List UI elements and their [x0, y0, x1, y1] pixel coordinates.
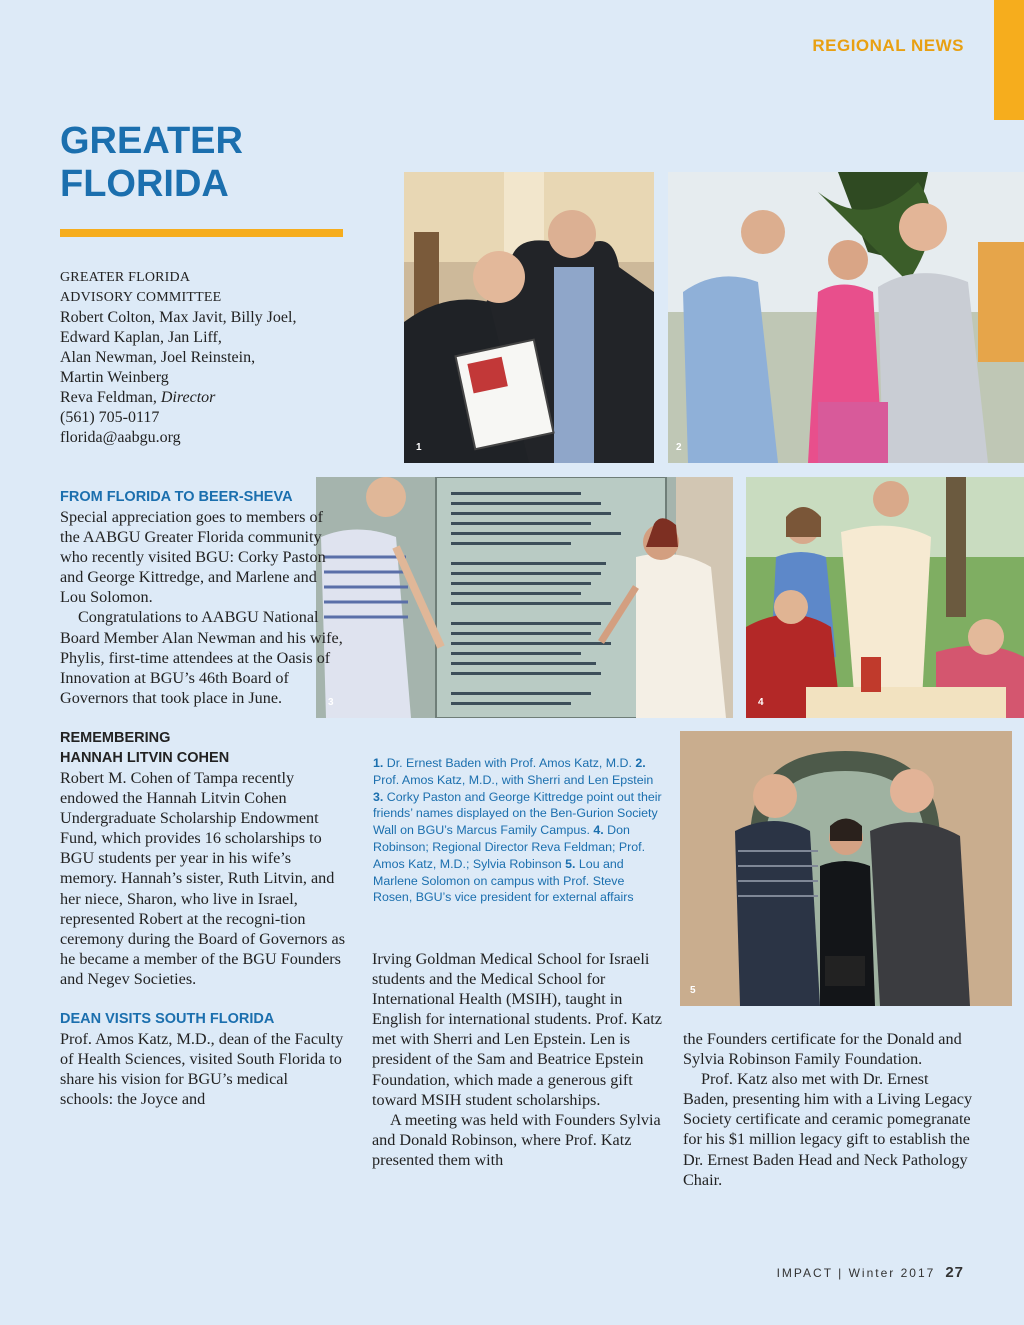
caption-number: 2. — [635, 756, 646, 770]
photo-number: 2 — [676, 442, 682, 453]
article-paragraph: Special appreciation goes to members of the AABGU Greater Florida community who recently visited BGU: Corky Paston and George Kittredge, and Marlene and Lou Solomon. — [60, 508, 326, 607]
advisory-committee — [60, 268, 350, 448]
caption-text: Dr. Ernest Baden with Prof. Amos Katz, M.D. — [383, 756, 636, 770]
committee-phone: (561) 705-0117 — [60, 409, 160, 426]
caption-text: Corky Paston and George Kittredge point out their friends’ names displayed on the Ben-Gurion Society Wall on BGU’s Marcus Family Campus. — [373, 789, 662, 838]
title-underline — [60, 229, 343, 237]
caption-number: 5. — [565, 856, 576, 871]
page-title-line1: GREATER — [60, 120, 243, 162]
article-headline: FROM FLORIDA TO BEER-SHEVA — [60, 489, 293, 505]
committee-heading: GREATER FLORIDA — [60, 270, 191, 285]
article-headline-line2: HANNAH LITVIN COHEN — [60, 749, 230, 766]
column-1 — [60, 487, 345, 1109]
caption-number: 4. — [593, 823, 604, 838]
article-headline: DEAN VISITS SOUTH FLORIDA — [60, 1010, 275, 1027]
section-tab — [994, 0, 1024, 120]
director-name: Reva Feldman, — [60, 389, 161, 406]
photo-baden-katz — [404, 172, 654, 463]
committee-line: Alan Newman, Joel Reinstein, — [60, 349, 256, 366]
caption-text: Prof. Amos Katz, M.D., with Sherri and Len Epstein — [373, 772, 654, 787]
photo-paston-kittredge — [316, 477, 733, 718]
committee-members — [60, 308, 350, 388]
column-2 — [372, 949, 662, 1170]
caption-text: Lou and Marlene Solomon on campus with Prof. Steve Rosen, BGU’s vice president for external affairs — [373, 856, 634, 905]
caption-number: 1. — [373, 756, 384, 770]
photo-captions — [373, 755, 665, 906]
article-paragraph: Prof. Katz also met with Dr. Ernest Baden, presenting him with a Living Legacy Society certificate and ceramic pomegranate for his $1 million legacy gift to establish the Dr. Ernest Baden Head and Neck Pathology Chair. — [683, 1070, 973, 1189]
committee-subheading: ADVISORY COMMITTEE — [60, 290, 222, 305]
article-paragraph: A meeting was held with Founders Sylvia and Donald Robinson, where Prof. Katz presented them with — [372, 1110, 661, 1169]
director-role: Director — [160, 389, 216, 406]
photo-number: 3 — [328, 697, 334, 708]
article-paragraph: Congratulations to AABGU National Board Member Alan Newman and his wife, Phylis, first-time attendees at the Oasis of Innovation at BGU’s 46th Board of Governors that took place in June. — [60, 608, 343, 707]
article-paragraph: Prof. Amos Katz, M.D., dean of the Faculty of Health Sciences, visited South Florida to share his vision for BGU’s medical schools: the Joyce and — [60, 1029, 344, 1109]
publication-name: IMPACT | Winter 2017 — [776, 1266, 936, 1280]
photo-robinson-feldman — [746, 477, 1024, 718]
committee-line: Robert Colton, Max Javit, Billy Joel, — [60, 309, 297, 326]
committee-line: Martin Weinberg — [60, 369, 169, 386]
page-number: 27 — [945, 1264, 964, 1281]
article-paragraph: the Founders certificate for the Donald and Sylvia Robinson Family Foundation. — [683, 1030, 962, 1069]
page-title-line2: FLORIDA — [60, 163, 229, 205]
article-paragraph: Irving Goldman Medical School for Israeli students and the Medical School for International Health (MSIH), taught in English for international students. Prof. Katz met with Sherri and Len Epstein. Len is president of the Sam and Beatrice Epstein Foundation, which made a generous gift toward MSIH student scholarships. — [372, 950, 662, 1109]
article-headline: REMEMBERING — [60, 729, 171, 746]
caption-number: 3. — [373, 789, 384, 804]
photo-number: 5 — [690, 985, 696, 996]
photo-solomon-rosen — [680, 731, 1012, 1006]
section-label: REGIONAL NEWS — [812, 36, 964, 55]
caption-text: Don Robinson; Regional Director Reva Feldman; Prof. Amos Katz, M.D.; Sylvia Robinson — [373, 823, 646, 871]
committee-line: Edward Kaplan, Jan Liff, — [60, 329, 222, 346]
photo-number: 4 — [758, 697, 764, 708]
page-title — [60, 120, 243, 206]
column-3 — [683, 1029, 973, 1190]
photo-katz-epstein — [668, 172, 1024, 463]
committee-email: florida@aabgu.org — [60, 429, 181, 446]
article-paragraph: Robert M. Cohen of Tampa recently endowed the Hannah Litvin Cohen Undergraduate Scholarship Endowment Fund, which provides 16 scholarships to BGU students per year in his wife’s memory. Hannah’s sister, Ruth Litvin, and her niece, Sharon, who live in Israel, represented Robert at the recogni-tion ceremony during the Board of Governors as he became a member of the BGU Founders and Negev Societies. — [60, 768, 345, 988]
page-footer — [777, 1264, 964, 1281]
director-line — [60, 388, 350, 408]
photo-number: 1 — [416, 442, 422, 453]
